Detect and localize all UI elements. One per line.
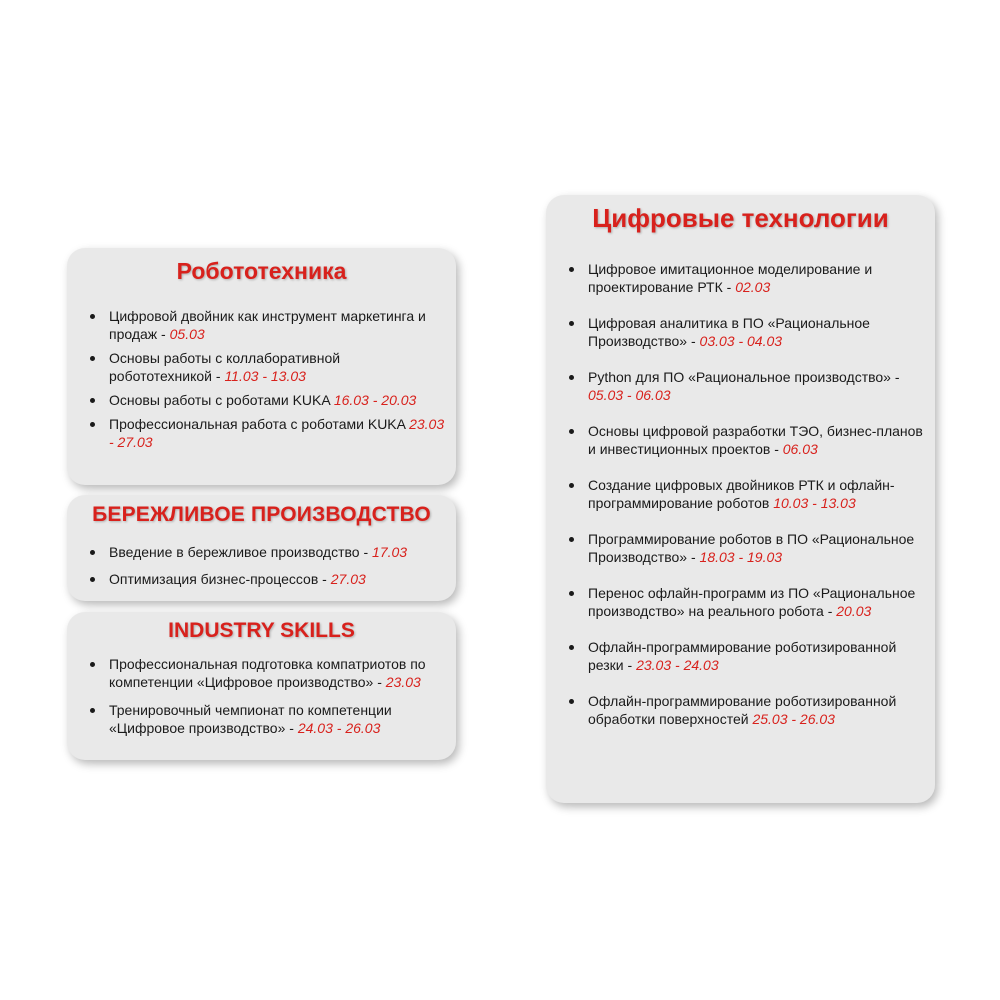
- course-item: [568, 260, 929, 296]
- industry-skills-card: [67, 612, 456, 760]
- course-separator: -: [285, 720, 298, 736]
- digital-technologies-title: Цифровые технологии: [592, 203, 889, 233]
- course-item: [89, 570, 456, 588]
- course-name: Профессиональная подготовка компатриотов по компетенции «Цифровое производство»: [109, 656, 426, 690]
- course-date: 10.03 - 13.03: [773, 495, 856, 511]
- course-separator: -: [157, 326, 170, 342]
- course-separator: -: [770, 441, 783, 457]
- course-separator: -: [211, 368, 225, 384]
- course-name: Профессиональная работа с роботами KUKA: [109, 416, 406, 432]
- lean-production-card: [67, 495, 456, 601]
- digital-course-list: [546, 260, 935, 728]
- course-date: 05.03 - 06.03: [588, 387, 671, 403]
- course-date: 06.03: [782, 441, 818, 457]
- course-item: [568, 692, 929, 728]
- course-item: [89, 701, 448, 737]
- course-date: 23.03 - 24.03: [636, 657, 719, 673]
- course-date: 23.03: [385, 674, 421, 690]
- course-date: 25.03 - 26.03: [752, 711, 835, 727]
- course-separator: -: [687, 549, 700, 565]
- course-name: Цифровое имитационное моделирование и проектирование РТК: [588, 261, 873, 295]
- course-separator: -: [318, 571, 331, 587]
- digital-technologies-card: [546, 195, 935, 803]
- course-name: Тренировочный чемпионат по компетенции «Цифровое производство»: [109, 702, 392, 736]
- lean-production-title: БЕРЕЖЛИВОЕ ПРОИЗВОДСТВО: [92, 503, 431, 526]
- course-item: [89, 307, 446, 343]
- course-item: [89, 655, 448, 691]
- course-item: [568, 422, 929, 458]
- course-name: Оптимизация бизнес-процессов: [109, 571, 319, 587]
- course-item: [568, 530, 929, 566]
- course-separator: -: [823, 603, 837, 619]
- course-date: 24.03 - 26.03: [297, 720, 381, 736]
- course-date: 03.03 - 04.03: [699, 333, 783, 349]
- course-item: [89, 391, 446, 409]
- course-name: Цифровая аналитика в ПО «Рациональное Производство»: [588, 315, 870, 349]
- industry-skills-title: INDUSTRY SKILLS: [168, 619, 355, 642]
- course-item: [568, 476, 929, 512]
- course-date: 16.03 - 20.03: [333, 392, 417, 408]
- course-name: Цифровой двойник как инструмент маркетинга и продаж: [109, 308, 426, 342]
- course-name: Основы работы с коллаборативной робототехникой: [109, 350, 341, 384]
- course-item: [568, 314, 929, 350]
- course-date: 20.03: [836, 603, 872, 619]
- course-name: Офлайн-программирование роботизированной резки: [588, 639, 897, 673]
- course-item: [568, 584, 929, 620]
- course-item: [568, 638, 929, 674]
- course-date: 11.03 - 13.03: [224, 368, 306, 384]
- course-date: 23.03 - 27.03: [109, 416, 445, 450]
- course-separator: -: [687, 333, 700, 349]
- lean-course-list: [67, 543, 456, 588]
- course-name: Программирование роботов в ПО «Рациональное Производство»: [588, 531, 915, 565]
- course-name: Python для ПО «Рациональное производство»: [588, 369, 891, 385]
- course-separator: -: [359, 544, 373, 560]
- course-name: Введение в бережливое производство: [109, 544, 360, 560]
- course-name: Перенос офлайн-программ из ПО «Рациональное производство» на реального робота: [588, 585, 916, 619]
- course-date: 17.03: [372, 544, 408, 560]
- course-separator: -: [373, 674, 386, 690]
- robotics-card: [67, 248, 456, 485]
- course-separator: -: [623, 657, 637, 673]
- course-separator: -: [722, 279, 736, 295]
- robotics-course-list: [67, 307, 456, 451]
- industry-skills-course-list: [67, 655, 456, 737]
- course-separator: -: [890, 369, 900, 385]
- course-item: [89, 349, 446, 385]
- course-name: Создание цифровых двойников РТК и офлайн-программирование роботов: [588, 477, 895, 511]
- robotics-title: Робототехника: [176, 258, 347, 284]
- course-name: Офлайн-программирование роботизированной обработки поверхностей: [588, 693, 897, 727]
- course-name: Основы цифровой разработки ТЭО, бизнес-планов и инвестиционных проектов: [588, 423, 923, 457]
- course-item: [89, 543, 456, 561]
- course-date: 27.03: [330, 571, 366, 587]
- course-date: 18.03 - 19.03: [699, 549, 783, 565]
- course-item: [89, 415, 446, 451]
- course-item: [568, 368, 929, 404]
- course-date: 05.03: [169, 326, 205, 342]
- course-date: 02.03: [735, 279, 771, 295]
- course-name: Основы работы с роботами KUKA: [109, 392, 330, 408]
